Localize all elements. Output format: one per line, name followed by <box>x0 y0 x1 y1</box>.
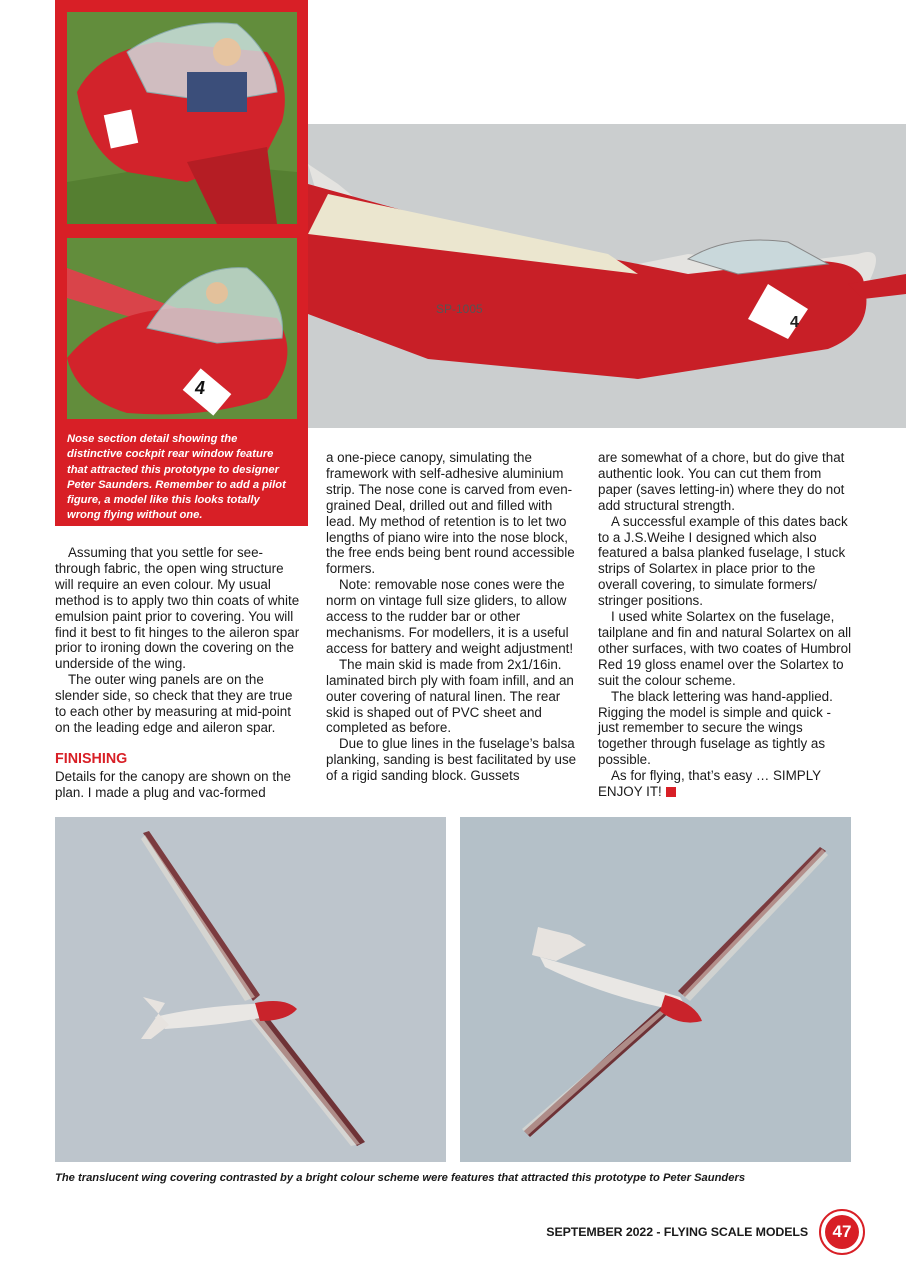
paragraph: Details for the canopy are shown on the plan. I made a plug and vac-formed <box>55 769 291 800</box>
paragraph: As for flying, that’s easy … SIMPLY ENJOY IT! <box>598 768 821 800</box>
cockpit-photo-top <box>67 12 297 224</box>
hero-number: 4 <box>790 314 799 331</box>
bottom-photo-caption: The translucent wing covering contrasted by a bright colour scheme were features that attracted this prototype to Peter Saunders <box>55 1172 746 1184</box>
paragraph: The main skid is made from 2x1/16in. laminated birch ply with foam infill, and an outer covering of natural linen. The rear skid is shaped out of PVC sheet and completed as before. <box>326 656 574 736</box>
paragraph: Note: removable nose cones were the norm on vintage full size gliders, to allow access to the rudder bar or other mechanisms. For modellers, it is a useful access for battery and weight adjustment! <box>326 577 574 656</box>
section-heading: FINISHING <box>55 751 128 767</box>
photo-panel <box>55 0 308 526</box>
page-number-badge <box>819 1209 865 1255</box>
glider-flight-photo-left <box>55 817 446 1162</box>
paragraph: Due to glue lines in the fuselage’s balsa planking, sanding is best facilitated by use of a rigid sanding block. Gussets <box>326 736 577 784</box>
photo-caption: Nose section detail showing the distinctive cockpit rear window feature that attracted this prototype to designer Peter Saunders. Remember to add a pilot figure, a model like this looks totally wrong flying without one. <box>67 433 286 522</box>
paragraph: The black lettering was hand-applied. Rigging the model is simple and quick - just remember to secure the wings together through fuselage as tightly as possible. <box>598 688 833 768</box>
end-mark-icon <box>666 787 676 797</box>
paragraph: The outer wing panels are on the slender side, so check that they are true to each other by measuring at mid-point on the leading edge and aileron spar. <box>55 672 293 735</box>
article-column-1-continued <box>55 769 305 801</box>
paragraph: a one-piece canopy, simulating the framework with self-adhesive aluminium strip. The nose cone is carved from even-grained Deal, drilled out and filled with lead. My method of retention is to let two lengths of piano wire into the nose block, the free ends being bent round accessible formers. <box>326 450 575 577</box>
paragraph-ending <box>598 768 852 800</box>
article-column-3 <box>598 450 852 800</box>
cockpit-photo-bottom <box>67 238 297 419</box>
glider-flight-photo-right <box>460 817 851 1162</box>
footer-issue-title: SEPTEMBER 2022 - FLYING SCALE MODELS <box>546 1225 808 1239</box>
paragraph: A successful example of this dates back to a J.S.Weihe I designed which also featured a balsa planked fuselage, I stuck strips of Solartex in place prior to the overall covering, to simulate formers/ stringer positions. <box>598 513 848 609</box>
hero-photo <box>308 124 906 428</box>
article-column-2 <box>326 450 580 784</box>
paragraph: I used white Solartex on the fuselage, tailplane and fin and natural Solartex on all other surfaces, with two coates of Humbrol Red 19 gloss enamel over the Solartex to suit the colour scheme. <box>598 609 852 688</box>
nose-number: 4 <box>195 378 206 398</box>
registration-mark: SP-1005 <box>436 302 483 316</box>
page-number: 47 <box>825 1215 859 1249</box>
article-column-1 <box>55 545 305 736</box>
paragraph: are somewhat of a chore, but do give that authentic look. You can cut them from paper (saves letting-in) where they do not add structural strength. <box>598 450 845 513</box>
paragraph: Assuming that you settle for see-through fabric, the open wing structure will require an even colour. My usual method is to apply two thin coats of white emulsion paint prior to covering. You will find it best to fit hinges to the aileron spar prior to ironing down the covering on the underside of the wing. <box>55 545 300 672</box>
